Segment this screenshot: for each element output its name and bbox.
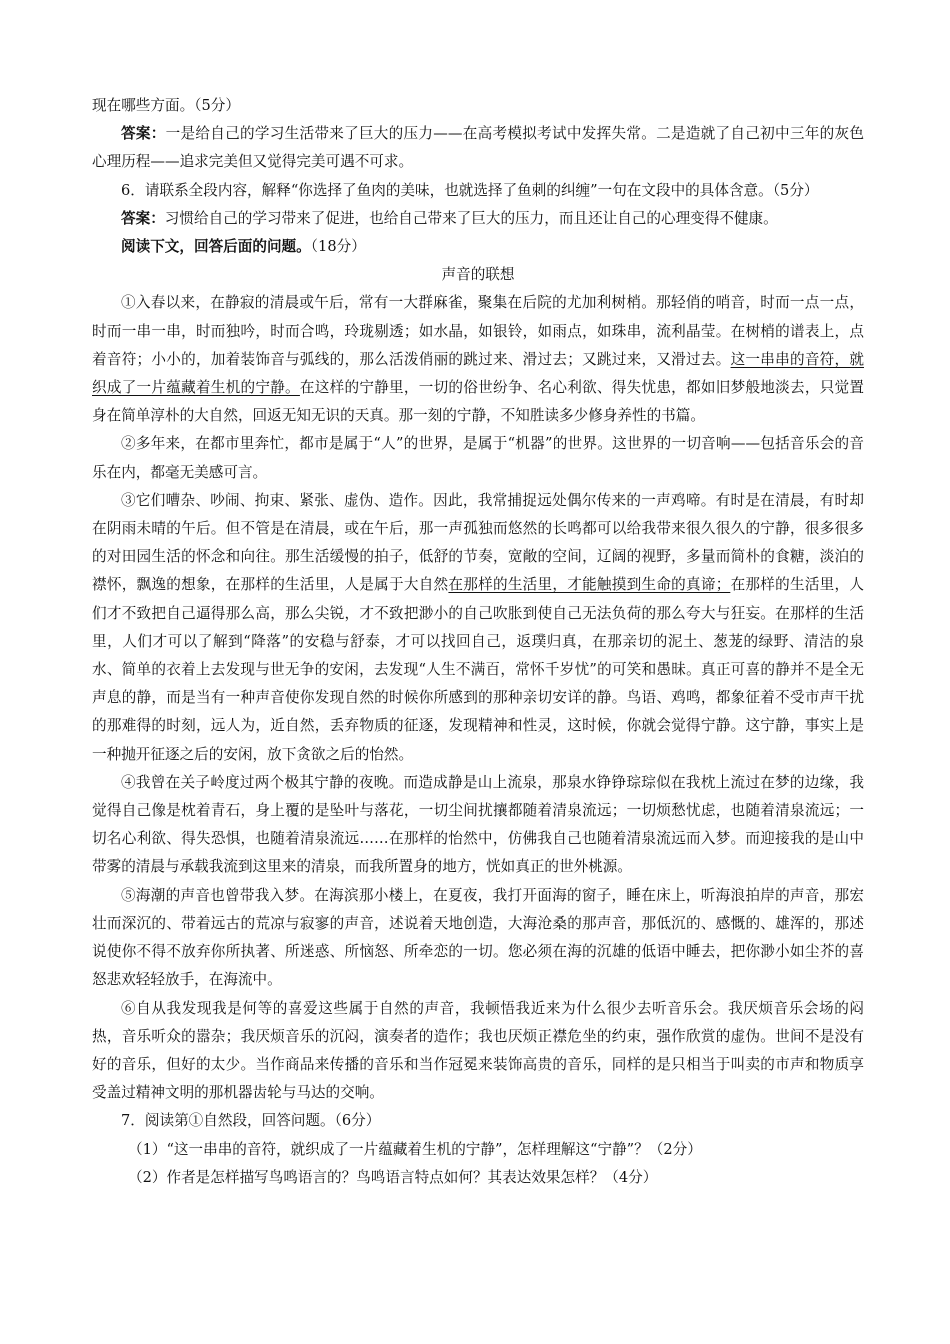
- question-5-tail: 现在哪些方面。（5分）: [92, 97, 240, 114]
- document-page: [92, 92, 864, 1192]
- paragraph-1-text-a: ①入春以来，在静寂的清晨或午后，常有一大群麻雀，聚集在后院的尤加利树梢。那轻俏的哨音，时而一点一点，时而一串一串，时而独吟，时而合鸣，玲珑剔透；如水晶，如银铃，如雨点，如珠串，流利晶莹。在树梢的谱表上，点着音符；小小的，加着装饰音与弧线的，那么活泼俏丽的跳过来、滑过去；又跳过来，又滑过去。: [92, 294, 864, 368]
- question-7-sub-2: （2）作者是怎样描写鸟鸣语言的？鸟鸣语言特点如何？其表达效果怎样？（4分）: [128, 1168, 658, 1186]
- answer-label: 答案：: [121, 125, 166, 143]
- paragraph-1: [92, 289, 864, 430]
- section-points: （18分）: [310, 238, 366, 256]
- answer-5: [92, 120, 864, 176]
- paragraph-2: ②多年来，在都市里奔忙，都市是属于“人”的世界，是属于“机器”的世界。这世界的一切音响——包括音乐会的音乐在内，都毫无美感可言。: [92, 435, 864, 481]
- passage-title: 声音的联想: [441, 266, 515, 284]
- underlined-sentence-1: 这一串串的音符，就织成了一片蕴藏着生机的宁静。: [92, 350, 864, 397]
- question-7-sub-1: （1）“这一串串的音符，就织成了一片蕴藏着生机的宁静”，怎样理解这“宁静”？（2分）: [128, 1140, 702, 1158]
- paragraph-1-text-b: 在这样的宁静里，一切的俗世纷争、名心利欲、得失忧患，都如旧梦般地淡去，只觉置身在简单淳朴的大自然，回返无知无识的天真。那一刻的宁静，不知胜读多少修身养性的书篇。: [92, 379, 864, 425]
- paragraph-6: ⑥自从我发现我是何等的喜爱这些属于自然的声音，我顿悟我近来为什么很少去听音乐会。我厌烦音乐会场的闷热，音乐听众的嚣杂；我厌烦音乐的沉闷，演奏者的造作；我也厌烦正襟危坐的约束，强作欣赏的虚伪。世间不是没有好的音乐，但好的太少。当作商品来传播的音乐和当作冠冕来装饰高贵的音乐，同样的是只相当于叫卖的市声和物质享受盖过精神文明的那机器齿轮与马达的交响。: [92, 999, 864, 1102]
- answer-label: 答案：: [121, 209, 165, 227]
- answer-6-text: 习惯给自己的学习带来了促进，也给自己带来了巨大的压力，而且还让自己的心理变得不健康。: [164, 209, 778, 227]
- paragraph-5: ⑤海潮的声音也曾带我入梦。在海滨那小楼上，在夏夜，我打开面海的窗子，睡在床上，听海浪拍岸的声音，那宏壮而深沉的、带着远古的荒凉与寂寥的声音，述说着天地创造，大海沧桑的那声音，那低沉的、感慨的、雄浑的，那述说使你不得不放弃你所执著、所迷惑、所恼怒、所牵恋的一切。您必须在海的沉雄的低语中睡去，把你渺小如尘芥的喜怒悲欢轻轻放手，在海流中。: [92, 886, 864, 989]
- section-instruction-text: 阅读下文，回答后面的问题。: [121, 238, 311, 256]
- paragraph-3-text-b: 在那样的生活里，人们才不致把自己逼得那么高，那么尖锐，才不致把渺小的自己吹胀到使自己无法负荷的那么夸大与狂妄。在那样的生活里，人们才可以了解到“降落”的安稳与舒泰，才可以找回自己，返璞归真，在那亲切的泥土、葱茏的绿野、清洁的泉水、简单的衣着上去发现与世无争的安闲，去发现“人生不满百，常怀千岁忧”的可笑和愚昧。真正可喜的静并不是全无声息的静，而是当有一种声音使你发现自然的时候你所感到的那种亲切安详的静。鸟语、鸡鸣，都象征着不受市声干扰的那难得的时刻，远人为，近自然，丢弃物质的征逐，发现精神和性灵，这时候，你就会觉得宁静。这宁静，事实上是一种抛开征逐之后的安闲，放下贪欲之后的怡然。: [92, 576, 864, 763]
- answer-6: [92, 205, 864, 233]
- paragraph-3: [92, 487, 864, 769]
- answer-5-text: 一是给自己的学习生活带来了巨大的压力——在高考模拟考试中发挥失常。二是造就了自己初中三年的灰色心理历程——追求完美但又觉得完美可遇不可求。: [92, 125, 864, 171]
- section-instruction: [92, 233, 864, 261]
- underlined-sentence-3: 在那样的生活里，才能触摸到生命的真谛；: [448, 576, 731, 594]
- question-6: 6．请联系全段内容，解释“你选择了鱼肉的美味，也就选择了鱼刺的纠缠”一句在文段中的具体含意。（5分）: [121, 181, 819, 199]
- question-7: 7．阅读第①自然段，回答问题。（6分）: [121, 1112, 381, 1130]
- paragraph-3-text-a: ③它们嘈杂、吵闹、拘束、紧张、虚伪、造作。因此，我常捕捉远处偶尔传来的一声鸡啼。有时是在清晨，有时却在阴雨未晴的午后。但不管是在清晨，或在午后，那一声孤独而悠然的长鸣都可以给我带来很久很久的宁静，很多很多的对田园生活的怀念和向往。那生活缓慢的拍子，低舒的节奏，宽敞的空间，辽阔的视野，多量而简朴的食糖，淡泊的襟怀，飘逸的想象，在那样的生活里，人是属于大自然: [92, 491, 864, 594]
- paragraph-4: ④我曾在关子岭度过两个极其宁静的夜晚。而造成静是山上流泉，那泉水铮铮琮琮似在我枕上流过在梦的边缘，我觉得自己像是枕着青石，身上覆的是坠叶与落花，一切尘间扰攘都随着清泉流远；一切烦愁忧虑，也随着清泉流远；一切名心利欲、得失恐惧，也随着清泉流远……在那样的怡然中，仿佛我自己也随着清泉流远而入梦。而迎接我的是山中带雾的清晨与承载我流到这里来的清泉，而我所置身的地方，恍如真正的世外桃源。: [92, 773, 864, 876]
